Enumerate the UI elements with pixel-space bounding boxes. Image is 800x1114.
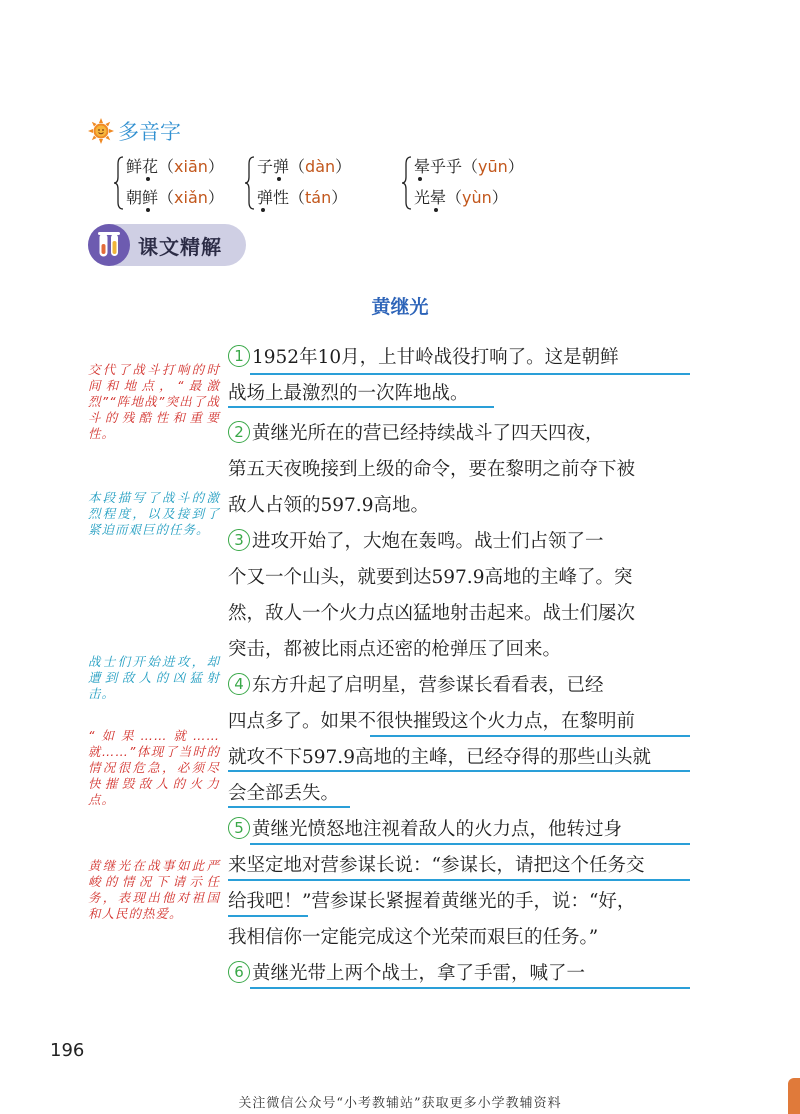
polyphone-line: 子弹（dàn） [257,157,352,176]
article-line: 来坚定地对营参谋长说：“参谋长，请把这个任务交 [228,855,645,876]
polyphone-line: 晕乎乎（yūn） [414,157,524,176]
emphasis-dot [146,208,150,212]
article-title: 黄继光 [371,296,429,318]
underline [250,373,690,375]
emphasis-dot [261,208,265,212]
paragraph-number: 3 [228,529,250,551]
article-line: 5 黄继光愤怒地注视着敌人的火力点，他转过身 [228,812,690,848]
underline [228,770,690,772]
flask-icon [88,224,130,266]
polyphone-line: 光晕（yùn） [414,188,508,207]
polyphone-section-header [88,116,181,146]
underline [250,843,690,845]
paragraph-number: 1 [228,345,250,367]
article-line: 敌人占领的597.9高地。 [228,495,429,516]
polyphone-section-title: 多音字 [118,120,181,144]
brace-icon [402,156,412,210]
polyphone-line: 朝鲜（xiǎn） [126,188,224,207]
page-number: 196 [50,1040,85,1061]
article-line: 个又一个山头，就要到达597.9高地的主峰了。突 [228,567,633,588]
article-line: 然，敌人一个火力点凶猛地射击起来。战士们屡次 [228,603,636,624]
paragraph-number: 2 [228,421,250,443]
polyphone-group [402,152,552,216]
footer-text: 关注微信公众号“小考教辅站”获取更多小学教辅资料 [238,1096,562,1111]
emphasis-dot [418,177,422,181]
emphasis-dot [434,208,438,212]
article-line: 第五天夜晚接到上级的命令，要在黎明之前夺下被 [228,459,636,480]
paragraph-number: 6 [228,961,250,983]
article-line: 3 进攻开始了，大炮在轰鸣。战士们占领了一 [228,524,690,560]
polyphone-group [114,152,254,216]
article-line: 6 黄继光带上两个战士，拿了手雷，喊了一 [228,956,690,992]
side-note: 本段描写了战斗的激烈程度，以及接到了紧迫而艰巨的任务。 [88,490,220,537]
polyphone-group [245,152,385,216]
underline [228,806,350,808]
underline [250,987,690,989]
article-line: 我相信你一定能完成这个光荣而艰巨的任务。” [228,927,599,948]
side-note: “如果……就……就……”体现了当时的情况很危急，必须尽快摧毁敌人的火力点。 [88,728,220,807]
polyphone-line: 弹性（tán） [257,188,348,207]
side-note: 黄继光在战事如此严峻的情况下请示任务，表现出他对祖国和人民的热爱。 [88,858,220,921]
side-note: 交代了战斗打响的时间和地点，“最激烈”“阵地战”突出了战斗的残酷性和重要性。 [88,362,220,441]
article-line: 四点多了。如果不很快摧毁这个火力点，在黎明前 [228,711,636,732]
article-line: 战场上最激烈的一次阵地战。 [228,383,469,404]
underline [228,879,690,881]
emphasis-dot [277,177,281,181]
article-line: 突击，都被比雨点还密的枪弹压了回来。 [228,639,562,660]
article-line: 就攻不下597.9高地的主峰，已经夺得的那些山头就 [228,747,651,768]
emphasis-dot [146,177,150,181]
brace-icon [114,156,124,210]
underline [228,406,494,408]
brace-icon [245,156,255,210]
article-line: 2 黄继光所在的营已经持续战斗了四天四夜， [228,416,690,452]
sun-icon [88,118,114,144]
underline [228,915,308,917]
lesson-section-title: 课文精解 [138,234,222,259]
paragraph-number: 5 [228,817,250,839]
article-line: 给我吧！”营参谋长紧握着黄继光的手，说：“好， [228,891,636,912]
article-line: 4 东方升起了启明星，营参谋长看看表，已经 [228,668,690,704]
article-line: 会全部丢失。 [228,783,340,804]
article-line: 1 1952年10月，上甘岭战役打响了。这是朝鲜 [228,340,690,376]
paragraph-number: 4 [228,673,250,695]
underline [370,735,690,737]
lesson-section-header [88,224,246,266]
corner-tab [788,1078,800,1114]
side-note: 战士们开始进攻，却遭到敌人的凶猛射击。 [88,654,220,701]
polyphone-line: 鲜花（xiān） [126,157,224,176]
